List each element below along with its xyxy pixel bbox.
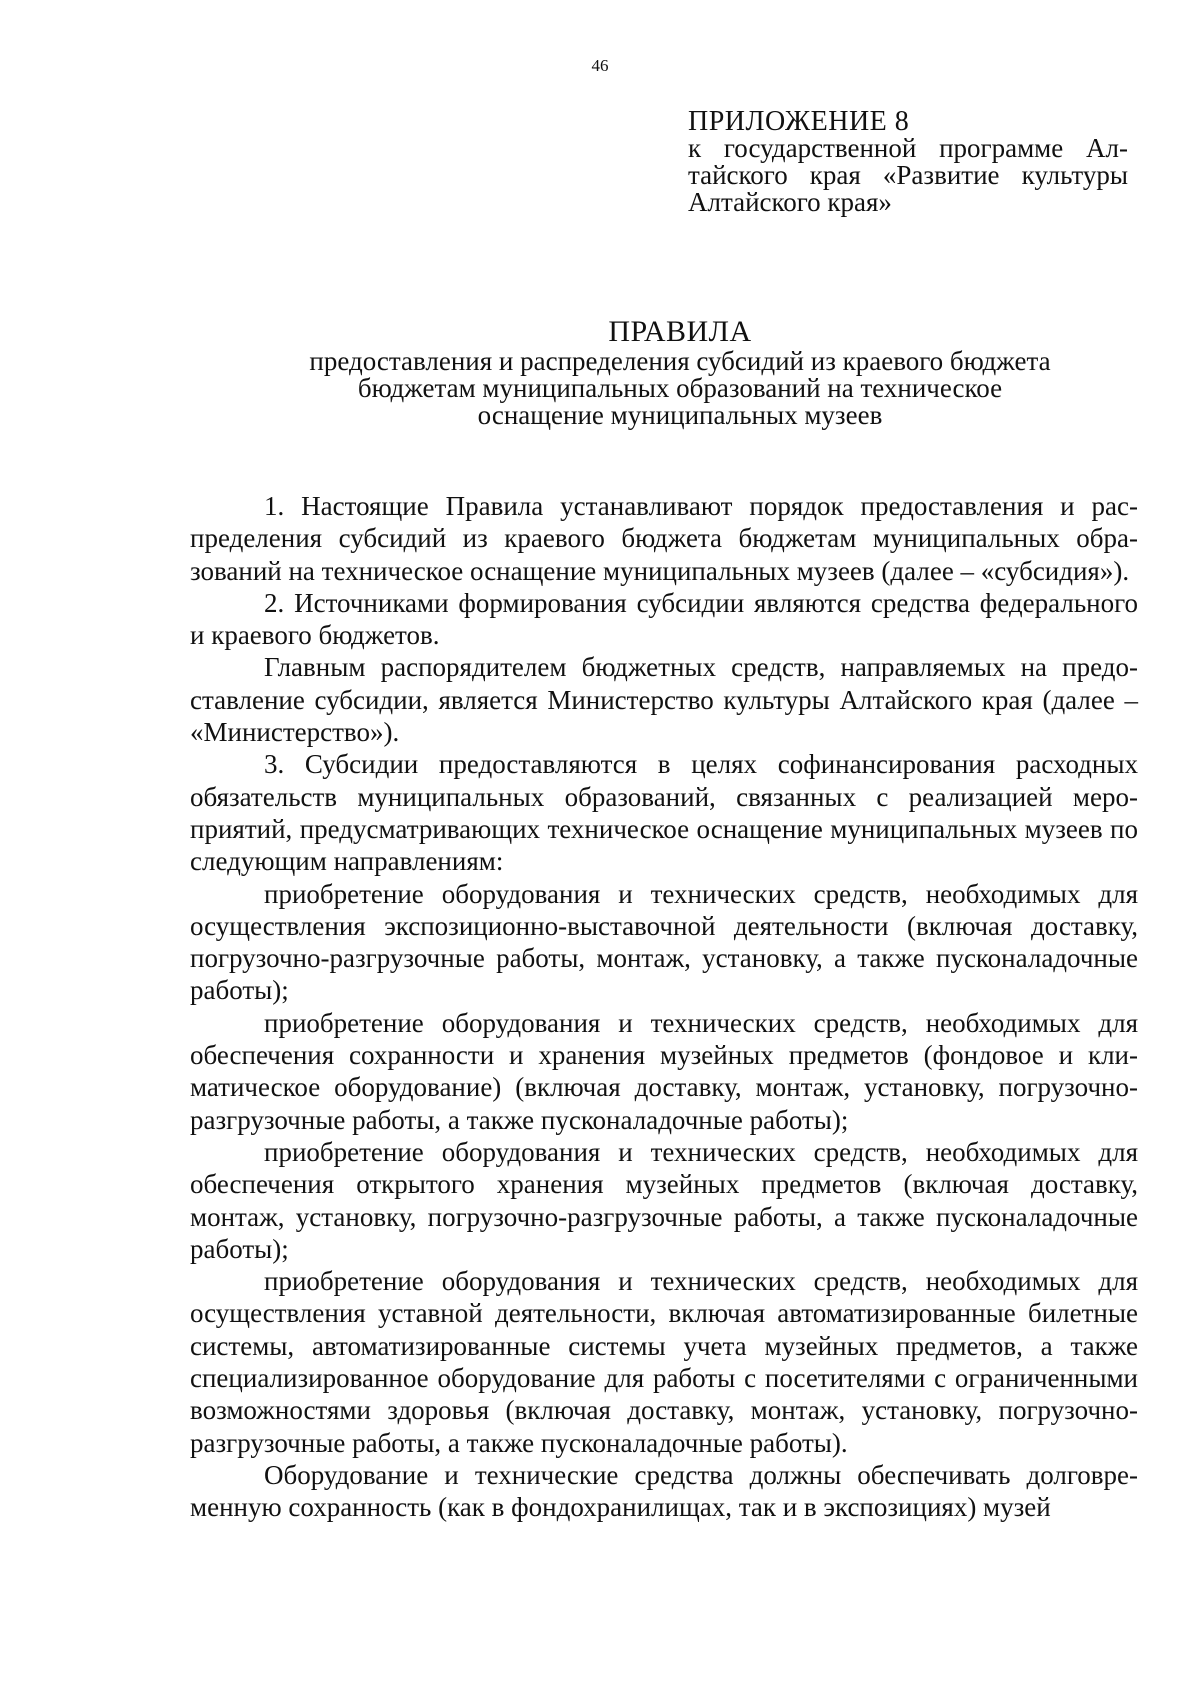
paragraph: приобретение оборудования и технических средств, необходимых для обеспечения открытого хранения музейных предметов (включая доставку, монтаж, установку, погрузочно-разгрузочные работы, а также пусконаладочные работы);: [190, 1136, 1138, 1264]
paragraph: приобретение оборудования и технических средств, необходимых для осуществления уставной деятельности, включая автоматизированные билетные системы, автоматизированные системы учета музейных предметов, а также специализированное оборудование для работы с посетителями с ограниченными возможностями здоровья (включая доставку, монтаж, установку, погрузочно-разгрузочные работы, а также пусконаладочные работы).: [190, 1266, 1138, 1458]
rules-subtitle: предоставления и распределения субсидий из краевого бюджета бюджетам муниципальных образований на техническое оснащение муниципальных музеев: [309, 346, 1051, 430]
rules-header: [180, 316, 1180, 429]
paragraph: 1. Настоящие Правила устанавливают порядок предоставления и распределения субсидий из краевого бюджета бюджетам муниципальных образований на техническое оснащение муниципальных музеев (далее – «субсидия»).: [190, 491, 1138, 586]
paragraph: 3. Субсидии предоставляются в целях софинансирования расходных обязательств муниципальных образований, связанных с реализацией мероприятий, предусматривающих техническое оснащение муниципальных музеев по следующим направлениям:: [190, 749, 1138, 877]
paragraph: Главным распорядителем бюджетных средств, направляемых на предоставление субсидии, является Министерство культуры Алтайского края (далее – «Министерство»).: [190, 652, 1138, 748]
paragraph: приобретение оборудования и технических средств, необходимых для обеспечения сохранности и хранения музейных предметов (фондовое и климатическое оборудование) (включая доставку, монтаж, установку, погрузочно-разгрузочные работы, а также пусконаладочные работы);: [190, 1007, 1138, 1135]
document-body: [190, 490, 1138, 1524]
rules-title: ПРАВИЛА: [608, 315, 752, 348]
paragraph: 2. Источниками формирования субсидии являются средства федерального и краевого бюджетов.: [190, 587, 1138, 651]
appendix-text: к государственной программе Алтайского края «Развитие культуры Алтайского края»: [688, 133, 1128, 217]
paragraph: Оборудование и технические средства должны обеспечивать долговременную сохранность (как в фондохранилищах, так и в экспозициях) музей: [190, 1459, 1138, 1523]
appendix-block: [688, 108, 1128, 216]
appendix-title: ПРИЛОЖЕНИЕ 8: [688, 106, 910, 137]
page-number: 46: [591, 56, 609, 75]
paragraph: приобретение оборудования и технических средств, необходимых для осуществления экспозиционно-выставочной деятельности (включая доставку, погрузочно-разгрузочные работы, монтаж, установку, а также пусконаладочные работы);: [190, 878, 1138, 1006]
